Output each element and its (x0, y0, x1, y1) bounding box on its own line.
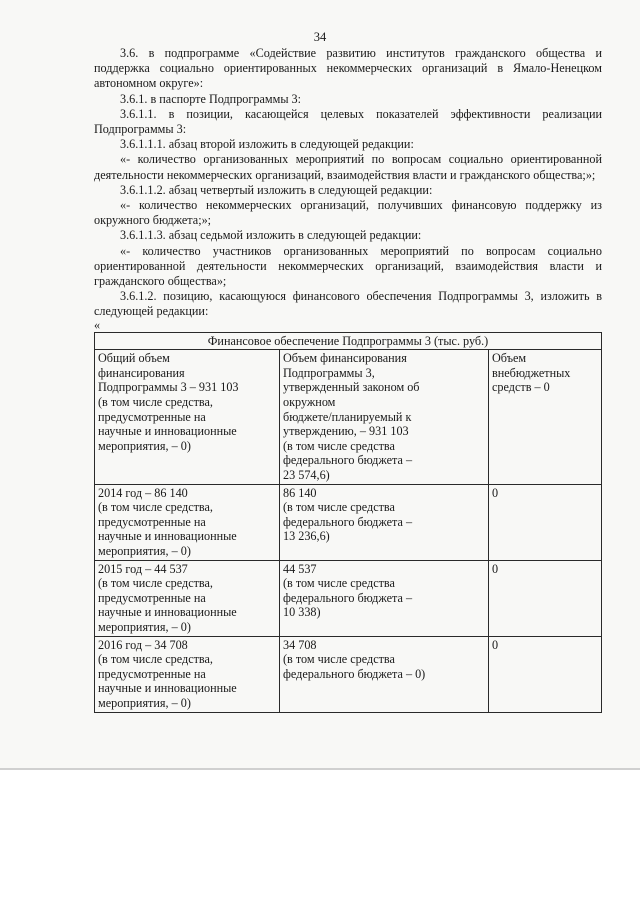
cell-line: федерального бюджета – (283, 453, 413, 468)
row-2015-total (95, 560, 280, 636)
cell-line: утвержденный законом об (283, 380, 420, 395)
cell-line: 13 236,6) (283, 529, 330, 544)
quote-paragraph-2: «- количество организованных мероприятий по вопросам социально ориентированной деятельности некоммерческих организаций, взаимодействия власти и гражданского общества;»; (94, 152, 602, 182)
header-approved-cell (280, 350, 489, 484)
cell-line: 0 (492, 485, 499, 500)
cell-line: Общий объем (98, 351, 170, 366)
cell-line: предусмотренные на (98, 409, 206, 424)
row-2014-total (95, 484, 280, 560)
paragraph-3-6-1-1-2: 3.6.1.1.2. абзац четвертый изложить в следующей редакции: (120, 182, 433, 197)
cell-line: научные и инновационные (98, 605, 237, 620)
header-total-cell (95, 350, 280, 484)
cell-line: утверждению, – 931 103 (283, 424, 409, 439)
row-2015-approved (280, 560, 489, 636)
cell-line: 10 338) (283, 605, 321, 620)
cell-line: мероприятия, – 0) (98, 438, 191, 453)
cell-line: 2014 год – 86 140 (98, 485, 188, 500)
cell-line: предусмотренные на (98, 590, 206, 605)
row-2016-approved (280, 636, 489, 712)
table-caption: Финансовое обеспечение Подпрограммы 3 (тыс. руб.) (95, 332, 602, 350)
paragraph-3-6-1-2: 3.6.1.2. позицию, касающуюся финансового обеспечения Подпрограммы 3, изложить в следующей редакции: (94, 289, 602, 319)
table-header-row (95, 350, 602, 484)
paragraph-3-6-1-1-1: 3.6.1.1.1. абзац второй изложить в следующей редакции: (120, 137, 414, 152)
row-2016-extrabudget (489, 636, 602, 712)
cell-line: 23 574,6) (283, 468, 330, 482)
cell-line: 86 140 (283, 485, 317, 500)
row-2014-extrabudget (489, 484, 602, 560)
cell-line: (в том числе средства, (98, 500, 213, 515)
table-row-2015 (95, 560, 602, 636)
cell-line: (в том числе средства, (98, 395, 213, 410)
cell-line: мероприятия, – 0) (98, 543, 191, 558)
cell-line: бюджете/планируемый к (283, 409, 412, 424)
header-extrabudget-cell (489, 350, 602, 484)
paragraph-3-6-1-1-3: 3.6.1.1.3. абзац седьмой изложить в следующей редакции: (120, 228, 422, 243)
cell-line: Подпрограммы 3 – 931 103 (98, 380, 239, 395)
row-2015-extrabudget (489, 560, 602, 636)
quote-paragraph-7: «- количество участников организованных мероприятий по вопросам социально ориентированной деятельности некоммерческих организаций, взаимодействия власти и гражданского общества»; (94, 243, 602, 289)
cell-line: 2015 год – 44 537 (98, 561, 188, 576)
cell-line: (в том числе средства, (98, 576, 213, 591)
cell-line: (в том числе средства (283, 500, 395, 515)
cell-line: 34 708 (283, 637, 317, 652)
cell-line: научные и инновационные (98, 424, 237, 439)
paragraph-3-6: 3.6. в подпрограмме «Содействие развитию институтов гражданского общества и поддержка социально ориентированных некоммерческих организаций в Ямало-Ненецком автономном округе»: (94, 46, 602, 91)
table-row-2014 (95, 484, 602, 560)
cell-line: мероприятия, – 0) (98, 619, 191, 634)
page-number: 34 (313, 30, 327, 44)
cell-line: Объем финансирования (283, 351, 407, 366)
cell-line: предусмотренные на (98, 514, 206, 529)
cell-line: средств – 0 (492, 380, 550, 395)
cell-line: 2016 год – 34 708 (98, 637, 188, 652)
cell-line: научные и инновационные (98, 681, 237, 696)
row-2014-approved (280, 484, 489, 560)
cell-line: (в том числе средства (283, 652, 395, 667)
quote-paragraph-4: «- количество некоммерческих организаций, получивших финансовую поддержку из окружного бюджета;»; (94, 198, 602, 228)
cell-line: (в том числе средства, (98, 652, 213, 667)
open-quote-mark: « (94, 317, 101, 332)
table-row-2016 (95, 636, 602, 712)
cell-line: Подпрограммы 3, (283, 365, 375, 380)
cell-line: федерального бюджета – 0) (283, 666, 426, 681)
cell-line: 0 (492, 561, 499, 576)
cell-line: 44 537 (283, 561, 317, 576)
cell-line: научные и инновационные (98, 529, 237, 544)
cell-line: федерального бюджета – (283, 590, 413, 605)
document-body (94, 46, 602, 713)
cell-line: мероприятия, – 0) (98, 695, 191, 710)
cell-line: федерального бюджета – (283, 514, 413, 529)
cell-line: внебюджетных (492, 365, 571, 380)
cell-line: финансирования (98, 365, 185, 380)
cell-line: окружном (283, 395, 336, 410)
cell-line: (в том числе средства (283, 438, 395, 453)
cell-line: предусмотренные на (98, 666, 206, 681)
cell-line: 0 (492, 637, 499, 652)
financing-table (94, 332, 602, 713)
row-2016-total (95, 636, 280, 712)
cell-line: Объем (492, 351, 527, 366)
cell-line: (в том числе средства (283, 576, 395, 591)
paragraph-3-6-1-1: 3.6.1.1. в позиции, касающейся целевых показателей эффективности реализации Подпрограммы 3: (94, 106, 602, 137)
paragraph-3-6-1: 3.6.1. в паспорте Подпрограммы 3: (120, 91, 302, 106)
